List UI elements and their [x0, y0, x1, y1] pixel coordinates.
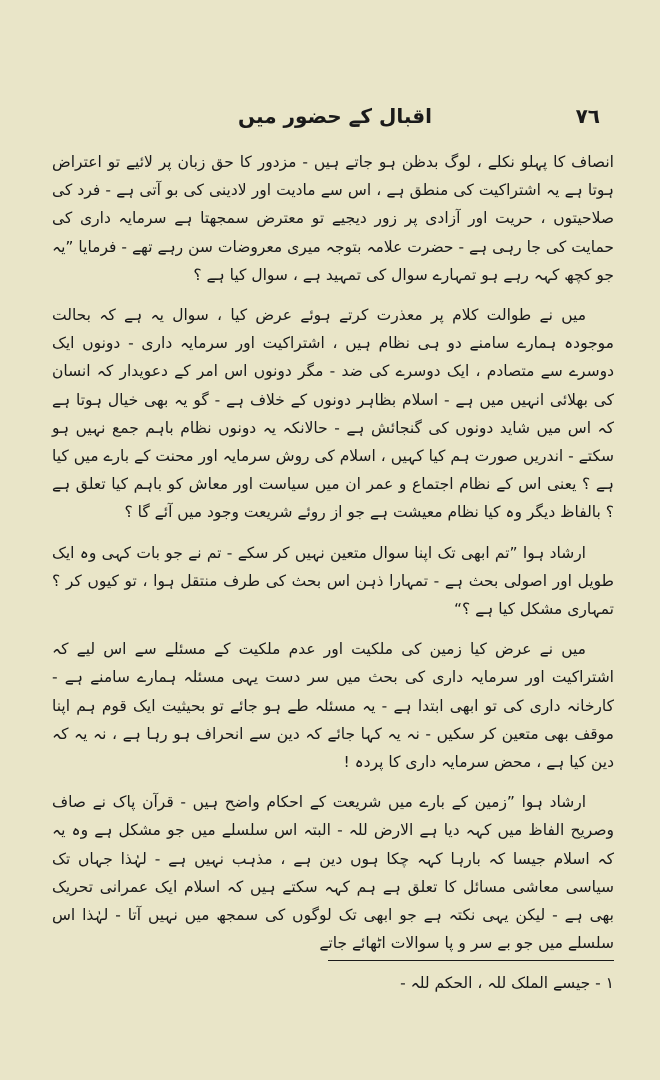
page-number: ٧٦: [575, 104, 600, 128]
footnote: ١ - جیسے الملک للہ ، الحکم للہ -: [400, 974, 614, 992]
body-text: [52, 148, 614, 969]
running-head: اقبال کے حضور میں: [238, 104, 432, 128]
footnote-divider: [328, 960, 614, 961]
paragraph-1: انصاف کا پہلو نکلے ، لوگ بدظن ہو جاتے ہیں - مزدور کا حق زبان پر لائیے تو اعتراض ہوتا ہے یہ اشتراکیت کی منطق ہے ، اس سے مادیت اور لادینی کی بو آتی ہے - فرد کی صلاحیتوں ، حریت اور آزادی پر زور دیجیے تو معترض سمجھتا ہے سرمایہ داری کی حمایت کی جا رہی ہے - حضرت علامہ بتوجہ میری معروضات سن رہے تھے - فرمایا ”یہ جو کچھ کہہ رہے ہو تمہارے سوال کی تمہید ہے ، سوال کیا ہے ؟: [52, 153, 614, 284]
paragraph-4: میں نے عرض کیا زمین کی ملکیت اور عدم ملکیت کے مسئلے سے اس لیے کہ اشتراکیت اور سرمایہ داری کی بحث میں سر دست یہی مسئلہ ہمارے سامنے ہے - کارخانہ داری کی تو ابھی ابتدا ہے - یہ مسئلہ طے ہو جائے تو بحیثیت ایک قوم ہم اپنا موقف بھی متعین کر سکیں - نہ یہ کہا جائے کہ دین سے انحراف ہو رہا ہے ، نہ یہ کہ دین کیا ہے ، محض سرمایہ داری کا پردہ !: [52, 640, 614, 772]
paragraph-3: ارشاد ہوا ”تم ابھی تک اپنا سوال متعین نہیں کر سکے - تم نے جو بات کہی وہ ایک طویل اور اصولی بحث ہے - تمہارا ذہن اس بحث کی طرف منتقل ہوا ، تو کیوں کر ؟ تمہاری مشکل کیا ہے ؟“: [52, 543, 614, 619]
page-header: [70, 104, 600, 138]
paragraph-5: ارشاد ہوا ”زمین کے بارے میں شریعت کے احکام واضح ہیں - قرآن پاک نے صاف وصریح الفاظ میں کہہ دیا ہے الارض للہ - البتہ اس سلسلے میں جو مشکل ہے وہ یہ کہ اسلام جیسا کہ بارہا کہہ چکا ہوں دین ہے ، مذہب نہیں ہے - لہٰذا جہاں تک سیاسی معاشی مسائل کا تعلق ہے ہم کہہ سکتے ہیں کہ اسلام ایک عمرانی تحریک بھی ہے - لیکن یہی نکتہ ہے جو ابھی تک لوگوں کی سمجھ میں نہیں آتا - لہٰذا اس سلسلے میں جو بے سر و پا سوالات اٹھائے جاتے: [52, 793, 614, 953]
paragraph-2: میں نے طوالت کلام پر معذرت کرتے ہوئے عرض کیا ، سوال یہ ہے کہ بحالت موجودہ ہمارے سامنے دو ہی نظام ہیں ، اشتراکیت اور سرمایہ داری - دونوں ایک دوسرے سے متصادم ، ایک دوسرے کی ضد - مگر دونوں اس امر کے دعویدار کہ انسان کی بھلائی انہیں میں ہے - اسلام بظاہر دونوں کے خلاف ہے - گو یہ بھی خیال ہوتا ہے کہ اس میں شاید دونوں کی گنجائش ہے - حالانکہ یہ دونوں نظام باہم جمع نہیں ہو سکتے - اندریں صورت ہم کیا کہیں ، اسلام کی روش سرمایہ اور محنت کے بارے میں کیا ہے ؟ یعنی اس کے نظام اجتماع و عمر ان میں سیاست اور معاش کو باہم کیا تعلق ہے ؟ بالفاظ دیگر وہ کیا نظام معیشت ہے جو از روئے شریعت وجود میں آئے گا ؟: [52, 306, 614, 522]
